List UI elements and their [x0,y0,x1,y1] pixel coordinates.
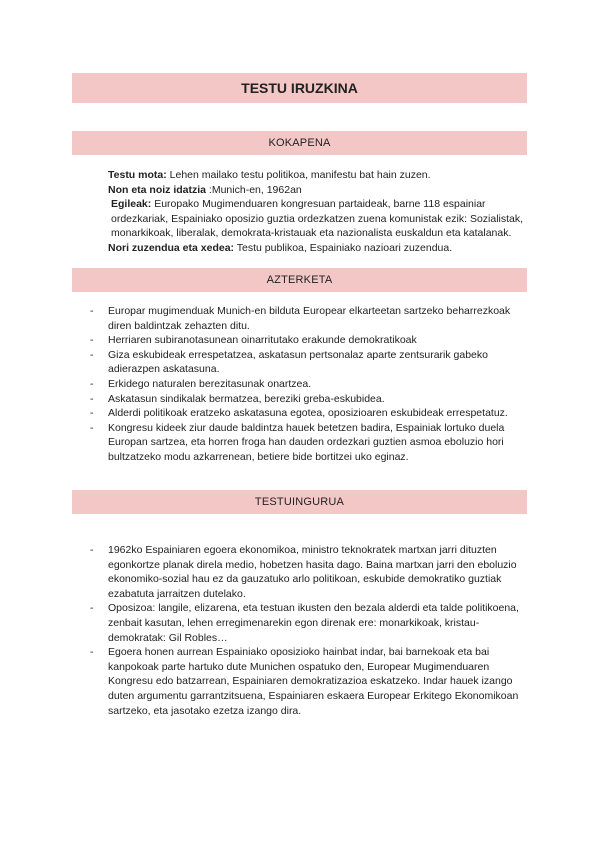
kokapena-info [108,168,528,256]
list-item: - Askatasun sindikalak bermatzea, bereziki greba-eskubidea. [90,392,527,407]
azterketa-list [90,304,527,465]
list-item: - Kongresu kideek ziur daude baldintza hauek betetzen badira, Espainiak lortuko duela Europan sartzea, eta horren froga han dauden ordezkari guztien asmoa eboluzio hori bultzatzeko modu azkarrenean, betiere bide bortitzei uko eginaz. [90,421,527,465]
non-line [108,183,528,198]
list-item: - Erkidego naturalen berezitasunak onartzea. [90,377,527,392]
list-item: - Europar mugimenduak Munich-en bilduta Europear elkarteetan sartzeko beharrezkoak diren baldintzak zehazten ditu. [90,304,527,333]
testu-mota-value: Lehen mailako testu politikoa, manifestu bat hain zuzen. [166,169,431,181]
list-item: - Egoera honen aurrean Espainiako oposizioko hainbat indar, bai barnekoak eta bai kanpokoak parte hartuko dute Munichen ospatuko den, Europear Mugimenduaren Kongresu edo batzarrean, Espainiaren demokratizazioa eskatzeko. Indar hauek izango duten argumentu garrantzitsuena, Espainiaren eskaera Europear Erkitego Ekonomikoan sartzeko, eta jasotako ezetza izango dira. [90,645,527,718]
testuingurua-list [90,543,527,718]
egileak-value: Europako Mugimenduaren kongresuan partaideak, barne 118 espainiar ordezkariak, Espainiako oposizio guztia ordezkatzen zuena komunistak ezik: Sozialistak, monarkikoak, liberalak, demokrata-kristauak eta nazionalista euskaldun eta katalanak. [111,198,524,240]
list-item: - Giza eskubideak errespetatzea, askatasun pertsonalaz aparte zentsurarik gabeko adierazpen askatasuna. [90,348,527,377]
list-item: - 1962ko Espainiaren egoera ekonomikoa, ministro teknokratek martxan jarri dituzten egonkortze planak direla medio, hobetzen hasita dago. Baina martxan jarri den eboluzio ekonomiko-sozial hau ez da gauzatuko arlo politikoan, eskubide demokratiko guztiak ezabatuta jarraitzen dutelako. [90,543,527,601]
egileak-line [108,197,528,241]
section-heading-testuingurua: TESTUINGURUA [72,490,527,514]
testu-mota-label: Testu mota: [108,169,167,181]
document-title: TESTU IRUZKINA [72,73,527,103]
list-item: - Herriaren subiranotasunean oinarritutako erakunde demokratikoak [90,333,527,348]
testu-mota-line [108,168,528,183]
section-heading-kokapena: KOKAPENA [72,131,527,155]
section-heading-azterketa: AZTERKETA [72,268,527,292]
non-value: :Munich-en, 1962an [206,183,302,196]
list-item: - Oposizoa: langile, elizarena, eta testuan ikusten den bezala alderdi eta talde politikoena, zenbait kasutan, lehen erregimenarekin egon direnak ere: monarkikoak, kristau-demokratak: Gil Robles… [90,601,527,645]
nori-line [108,241,528,256]
non-label: Non eta noiz idatzia [108,183,207,196]
list-item: - Alderdi politikoak eratzeko askatasuna egotea, oposizioaren eskubideak errespetatuz. [90,406,527,421]
nori-label: Nori zuzendua eta xedea: [108,241,235,254]
egileak-label: Egileak: [111,198,152,211]
nori-value: Testu publikoa, Espainiako nazioari zuzendua. [234,241,453,254]
